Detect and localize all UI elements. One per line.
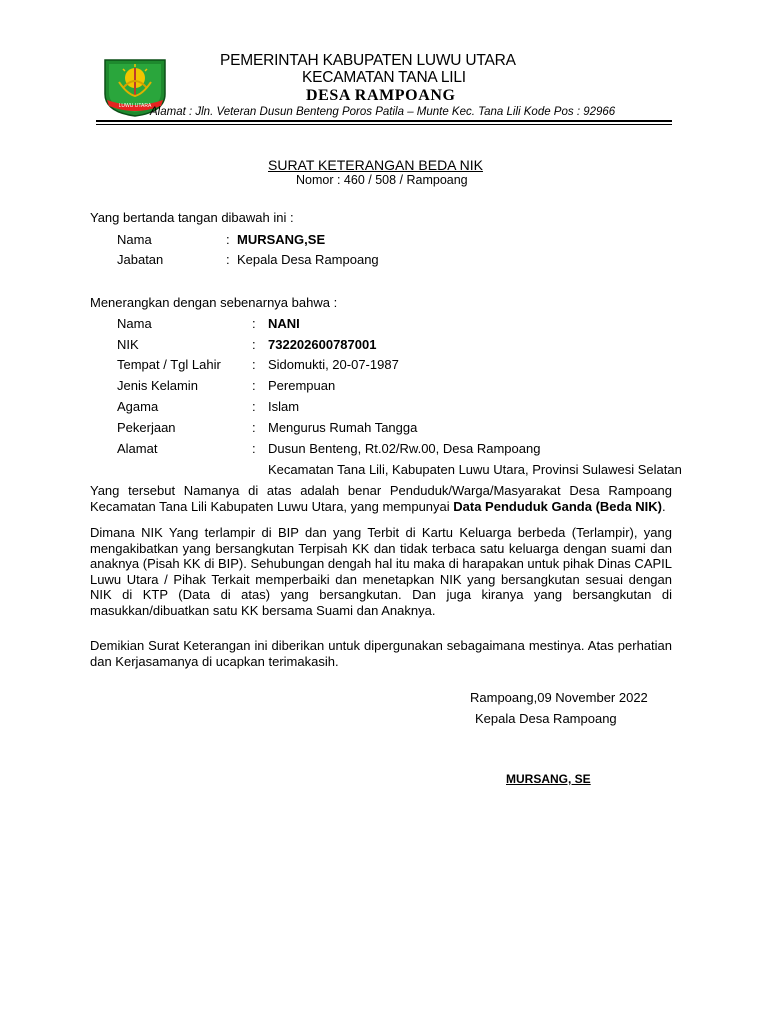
subject-nik-label: NIK: [117, 337, 139, 352]
signature-name: MURSANG, SE: [506, 772, 591, 786]
signature-place-date: Rampoang,09 November 2022: [470, 690, 648, 705]
closing-paragraph: Demikian Surat Keterangan ini diberikan untuk dipergunakan sebagaimana mestinya. Atas perhatian dan Kerjasamanya di ucapkan terimakasih.: [90, 638, 672, 669]
colon: :: [226, 252, 230, 267]
letterhead-address: Alamat : Jln. Veteran Dusun Benteng Poros Patila – Munte Kec. Tana Lili Kode Pos : 92966: [150, 106, 616, 118]
letterhead-regency: PEMERINTAH KABUPATEN LUWU UTARA: [220, 52, 516, 69]
signatory-name-value: MURSANG,SE: [237, 232, 326, 247]
signatory-intro: Yang bertanda tangan dibawah ini :: [90, 210, 294, 225]
subject-intro: Menerangkan dengan sebenarnya bahwa :: [90, 295, 338, 310]
letterhead-district: KECAMATAN TANA LILI: [302, 69, 466, 86]
signatory-position-value: Kepala Desa Rampoang: [237, 252, 379, 267]
colon: :: [252, 316, 256, 331]
subject-address-label: Alamat: [117, 441, 158, 456]
letter-number: Nomor : 460 / 508 / Rampoang: [296, 173, 468, 187]
statement-text: Yang tersebut Namanya di atas adalah benar Penduduk/Warga/Masyarakat Desa Rampoang Kecamatan Tana Lili Kabupaten Luwu Utara, yang mempunyai: [90, 483, 672, 514]
subject-name-label: Nama: [117, 316, 152, 331]
letter-title: SURAT KETERANGAN BEDA NIK: [268, 157, 483, 173]
subject-gender-label: Jenis Kelamin: [117, 378, 198, 393]
statement-paragraph: [90, 483, 672, 514]
colon: :: [226, 232, 230, 247]
subject-nik-value: 732202600787001: [268, 337, 377, 352]
svg-text:LUWU UTARA: LUWU UTARA: [118, 103, 152, 109]
subject-address-continued: Kecamatan Tana Lili, Kabupaten Luwu Utara, Provinsi Sulawesi Selatan: [268, 462, 682, 477]
statement-highlight: Data Penduduk Ganda (Beda NIK): [453, 498, 663, 514]
signatory-name-label: Nama: [117, 232, 152, 247]
subject-occupation-label: Pekerjaan: [117, 420, 176, 435]
subject-religion-label: Agama: [117, 399, 159, 414]
colon: :: [252, 378, 256, 393]
signatory-position-label: Jabatan: [117, 252, 164, 267]
signature-position: Kepala Desa Rampoang: [475, 711, 617, 726]
subject-address-value: Dusun Benteng, Rt.02/Rw.00, Desa Rampoang: [268, 441, 541, 456]
statement-end: .: [662, 498, 666, 514]
subject-gender-value: Perempuan: [268, 378, 336, 393]
letterhead-divider-thin: [96, 124, 672, 125]
subject-birth-label: Tempat / Tgl Lahir: [117, 357, 221, 372]
colon: :: [252, 337, 256, 352]
subject-occupation-value: Mengurus Rumah Tangga: [268, 420, 418, 435]
subject-name-value: NANI: [268, 316, 300, 331]
subject-religion-value: Islam: [268, 399, 300, 414]
colon: :: [252, 441, 256, 456]
letterhead-village: DESA RAMPOANG: [306, 87, 456, 104]
colon: :: [252, 399, 256, 414]
explanation-paragraph: Dimana NIK Yang terlampir di BIP dan yang Terbit di Kartu Keluarga berbeda (Terlampir), yang mengakibatkan yang bersangkutan Terpisah KK dan tidak terbaca satu keluarga dengan suami dan anaknya (Pisah KK di BIP). Sehubungan dengah hal itu maka di harapakan untuk pihak Dinas CAPIL Luwu Utara / Pihak Terkait memperbaiki dan menetapkan NIK yang bersangkutan sesuai dengan NIK di KTP (Data di atas) yang bersangkutan. Dan juga kiranya yang bersangkutan di masukkan/dibuatkan satu KK bersama Suami dan Anaknya.: [90, 525, 672, 618]
letterhead-divider-thick: [96, 120, 672, 122]
colon: :: [252, 420, 256, 435]
subject-birth-value: Sidomukti, 20-07-1987: [268, 357, 399, 372]
colon: :: [252, 357, 256, 372]
